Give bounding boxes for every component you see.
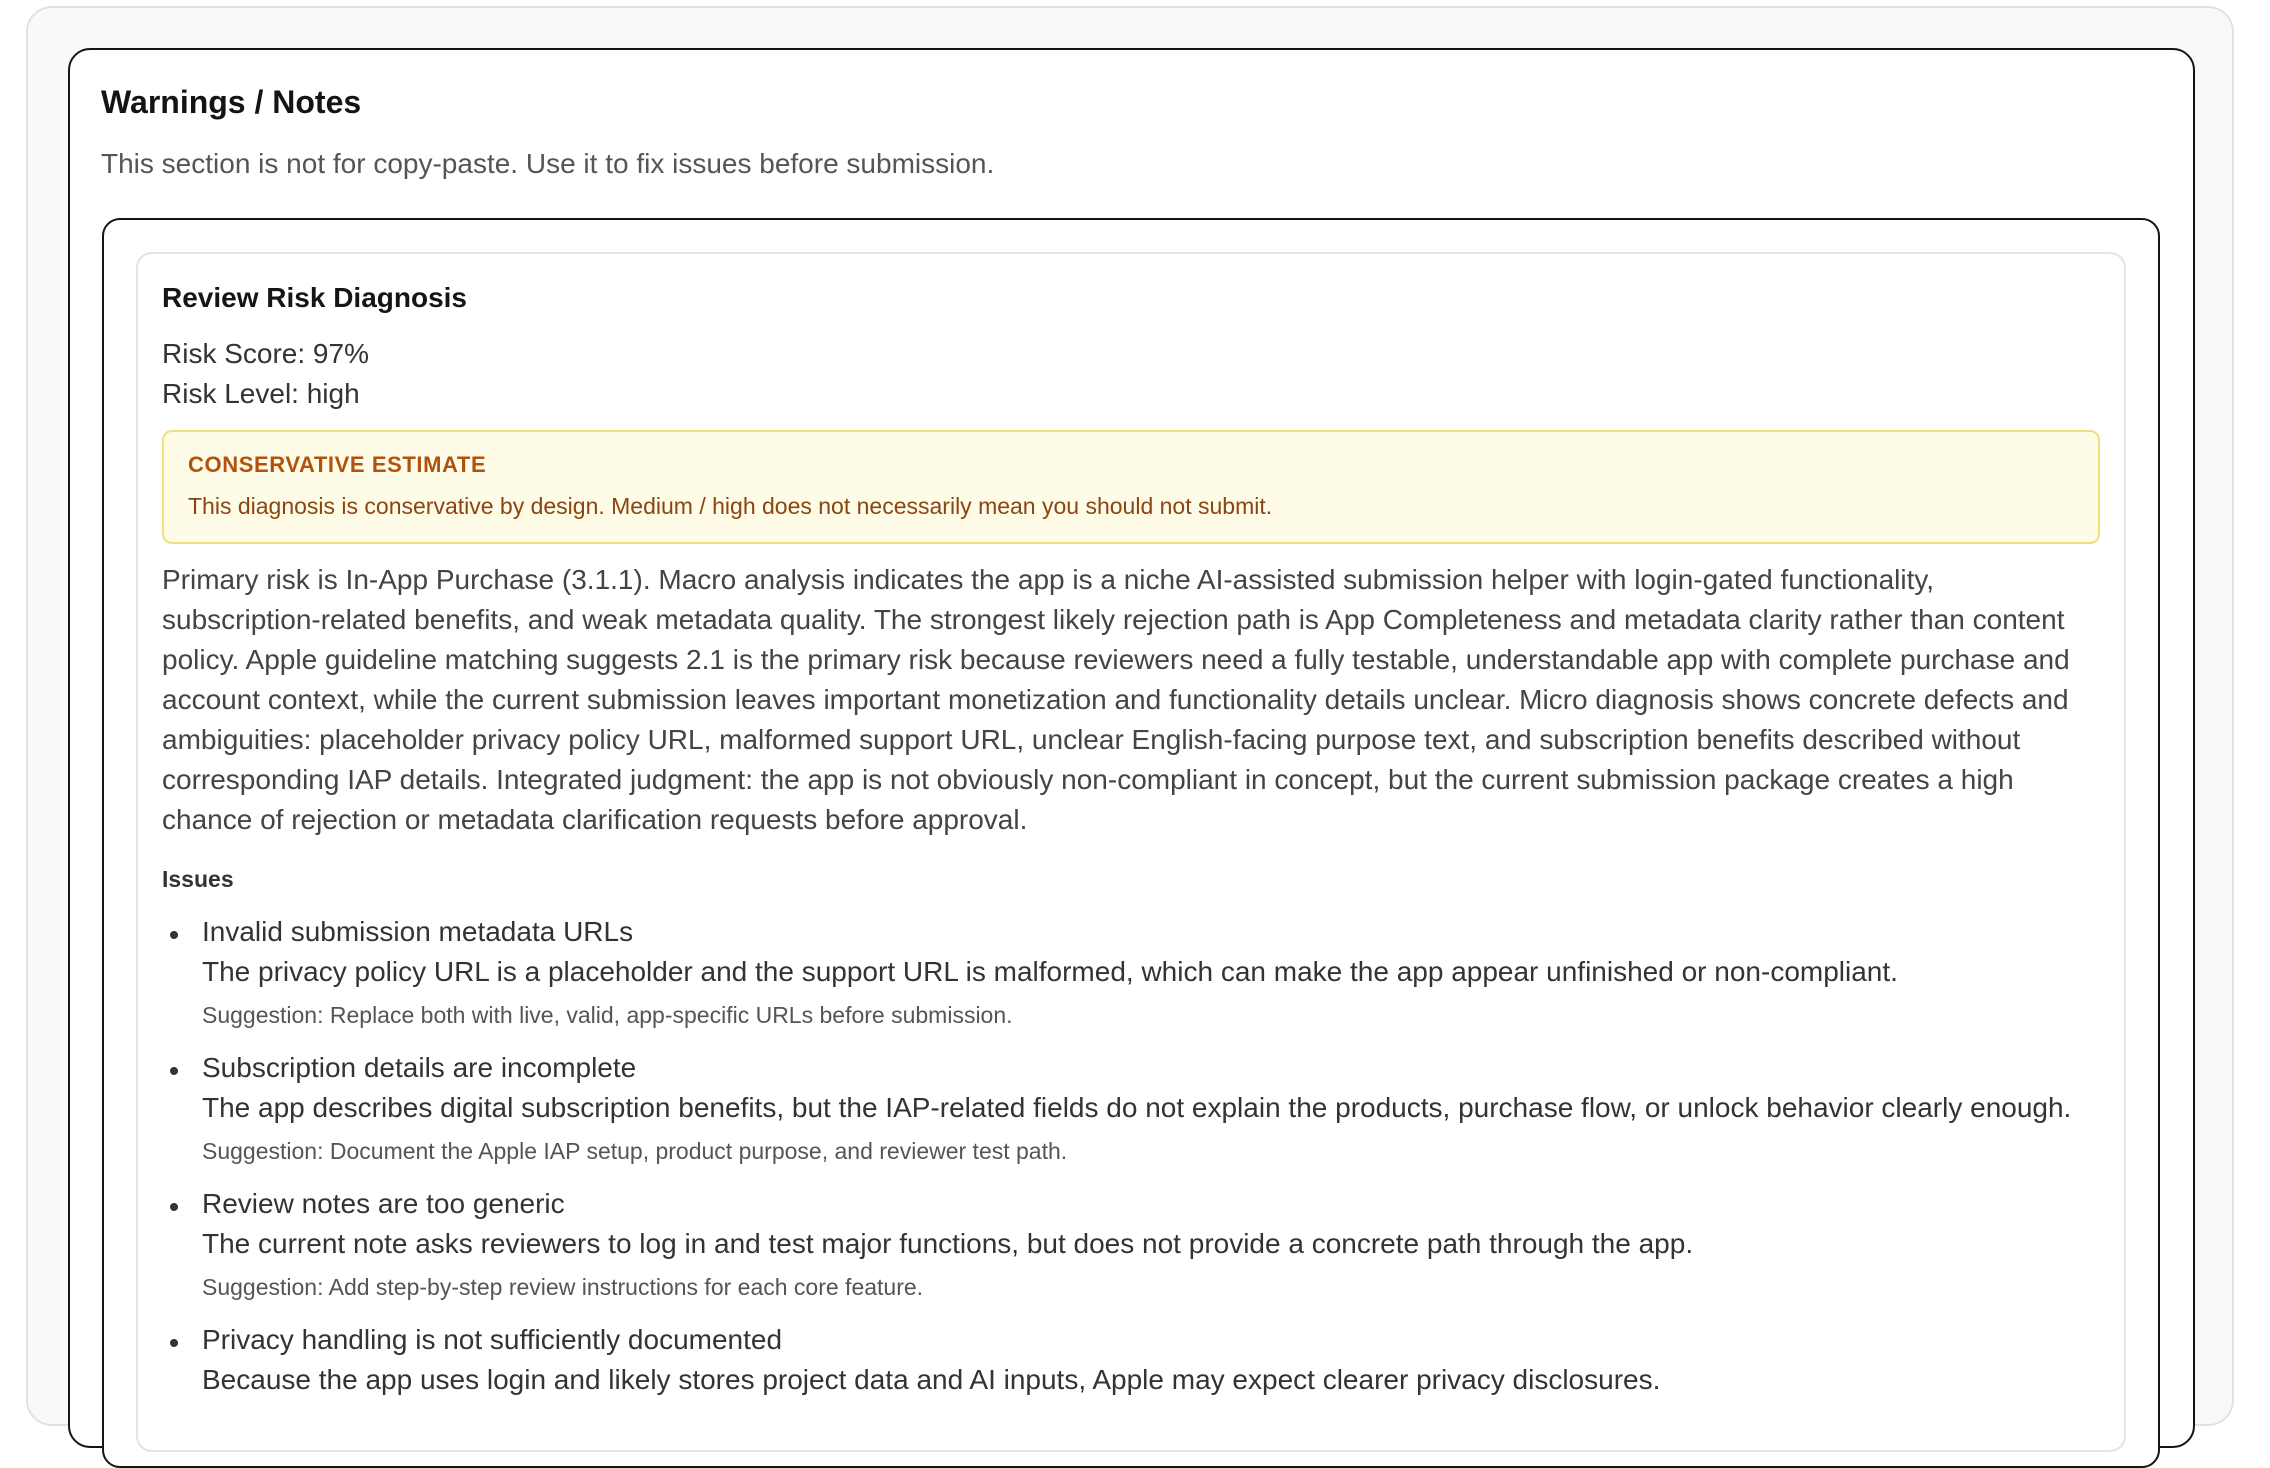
- issue-suggestion: Suggestion: Replace both with live, valid, app-specific URLs before submission.: [202, 1002, 1013, 1028]
- warnings-subtitle: This section is not for copy-paste. Use it to fix issues before submission.: [101, 148, 995, 179]
- bullet-icon: [170, 1203, 178, 1211]
- issue-description: The app describes digital subscription benefits, but the IAP-related fields do not explain the products, purchase flow, or unlock behavior clearly enough.: [202, 1092, 2072, 1123]
- issues-heading: Issues: [162, 866, 234, 892]
- risk-level: Risk Level: high: [162, 378, 360, 409]
- issue-title: Review notes are too generic: [202, 1188, 565, 1219]
- estimate-text: This diagnosis is conservative by design. Medium / high does not necessarily mean you should not submit.: [188, 493, 1273, 519]
- issue-description: Because the app uses login and likely stores project data and AI inputs, Apple may expect clearer privacy disclosures.: [202, 1364, 1661, 1395]
- issue-description: The privacy policy URL is a placeholder and the support URL is malformed, which can make the app appear unfinished or non-compliant.: [202, 956, 1898, 987]
- bullet-icon: [170, 1067, 178, 1075]
- diagnosis-summary: Primary risk is In-App Purchase (3.1.1). Macro analysis indicates the app is a niche AI-assisted submission helper with login-gated functionality, subscription-related benefits, and weak metadata quality. The strongest likely rejection path is App Completeness and metadata clarity rather than content policy. Apple guideline matching suggests 2.1 is the primary risk because reviewers need a fully testable, understandable app with complete purchase and account context, while the current submission leaves important monetization and functionality details unclear. Micro diagnosis shows concrete defects and ambiguities: placeholder privacy policy URL, malformed support URL, unclear English-facing purpose text, and subscription benefits described without corresponding IAP details. Integrated judgment: the app is not obviously non-compliant in concept, but the current submission package creates a high chance of rejection or metadata clarification requests before approval.: [162, 564, 2070, 835]
- issue-suggestion: Suggestion: Document the Apple IAP setup, product purpose, and reviewer test path.: [202, 1138, 1068, 1164]
- issue-title: Privacy handling is not sufficiently documented: [202, 1324, 783, 1355]
- estimate-title: CONSERVATIVE ESTIMATE: [188, 452, 487, 477]
- risk-score: Risk Score: 97%: [162, 338, 369, 369]
- diagnosis-title: Review Risk Diagnosis: [162, 282, 468, 313]
- issue-suggestion: Suggestion: Add step-by-step review instructions for each core feature.: [202, 1274, 924, 1300]
- warnings-title: Warnings / Notes: [101, 84, 362, 120]
- issue-title: Subscription details are incomplete: [202, 1052, 637, 1083]
- issue-title: Invalid submission metadata URLs: [202, 916, 634, 947]
- bullet-icon: [170, 1339, 178, 1347]
- bullet-icon: [170, 931, 178, 939]
- conservative-estimate-callout: [162, 430, 2100, 544]
- issue-description: The current note asks reviewers to log in and test major functions, but does not provide a concrete path through the app.: [202, 1228, 1694, 1259]
